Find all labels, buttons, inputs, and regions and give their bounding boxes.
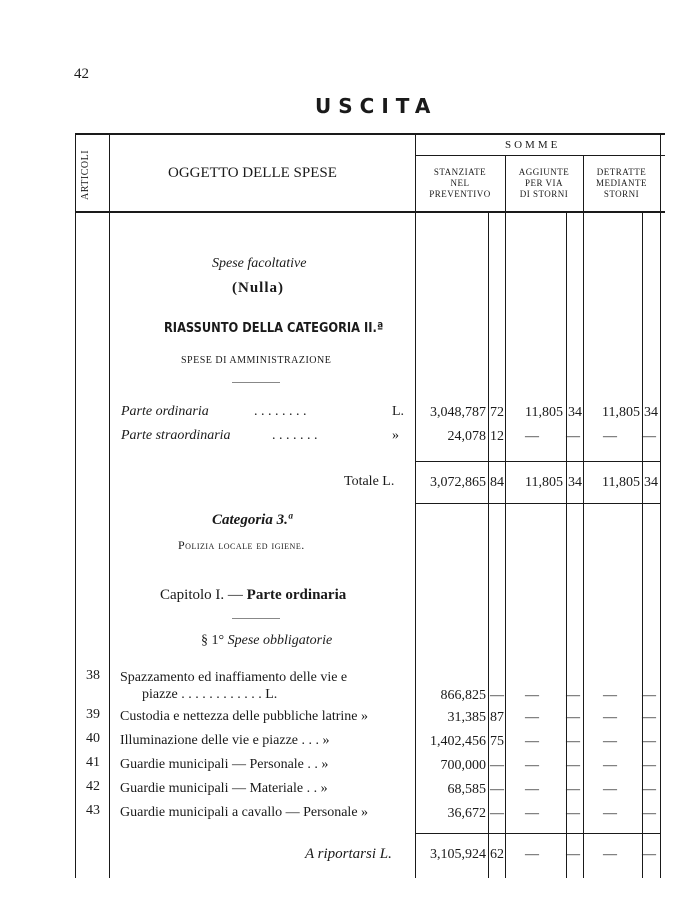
article-detratte-cents: — bbox=[642, 710, 656, 725]
article-aggiunte: — bbox=[525, 806, 539, 821]
article-detratte-cents: — bbox=[642, 688, 656, 703]
article-aggiunte-cents: — bbox=[566, 806, 580, 821]
article-amount: 1,402,456 bbox=[430, 734, 486, 749]
article-cents: 75 bbox=[490, 734, 504, 749]
article-amount: 31,385 bbox=[447, 710, 486, 725]
header-oggetto: OGGETTO DELLE SPESE bbox=[168, 165, 337, 181]
article-detratte: — bbox=[603, 758, 617, 773]
header-col-aggiunte: AGGIUNTE PER VIA DI STORNI bbox=[518, 167, 570, 199]
article-aggiunte: — bbox=[525, 688, 539, 703]
spese-amministrazione: SPESE DI AMMINISTRAZIONE bbox=[181, 355, 332, 366]
nulla-label: (Nulla) bbox=[232, 280, 284, 296]
article-label: Spazzamento ed inaffiamento delle vie e bbox=[120, 670, 348, 685]
header-col-detratte: DETRATTE MEDIANTE STORNI bbox=[596, 167, 647, 199]
article-number: 38 bbox=[86, 668, 100, 683]
spese-facoltative: Spese facoltative bbox=[212, 256, 307, 271]
article-number: 43 bbox=[86, 803, 100, 818]
article-number: 40 bbox=[86, 731, 100, 746]
article-label: Guardie municipali — Materiale . . » bbox=[120, 781, 328, 796]
article-number: 39 bbox=[86, 707, 100, 722]
article-detratte: — bbox=[603, 782, 617, 797]
header-somme: SOMME bbox=[505, 139, 561, 151]
article-aggiunte: — bbox=[525, 758, 539, 773]
header-col-stanziate: STANZIATE NEL PREVENTIVO bbox=[429, 167, 491, 199]
article-detratte-cents: — bbox=[642, 734, 656, 749]
article-aggiunte-cents: — bbox=[566, 710, 580, 725]
article-cents: — bbox=[490, 688, 504, 703]
header-articoli: ARTICOLI bbox=[80, 149, 91, 200]
article-aggiunte-cents: — bbox=[566, 782, 580, 797]
page-number: 42 bbox=[74, 66, 89, 82]
article-cents: — bbox=[490, 806, 504, 821]
article-amount: 68,585 bbox=[447, 782, 486, 797]
riassunto-heading: RIASSUNTO DELLA CATEGORIA II.ª bbox=[164, 321, 384, 336]
article-aggiunte-cents: — bbox=[566, 734, 580, 749]
article-aggiunte: — bbox=[525, 782, 539, 797]
article-detratte: — bbox=[603, 806, 617, 821]
article-cents: — bbox=[490, 782, 504, 797]
article-cents: 87 bbox=[490, 710, 504, 725]
article-aggiunte: — bbox=[525, 710, 539, 725]
article-detratte-cents: — bbox=[642, 758, 656, 773]
article-label: Guardie municipali a cavallo — Personale » bbox=[120, 805, 369, 820]
article-label-cont: piazze . . . . . . . . . . . . L. bbox=[142, 687, 278, 702]
article-aggiunte-cents: — bbox=[566, 758, 580, 773]
article-detratte: — bbox=[603, 710, 617, 725]
article-aggiunte: — bbox=[525, 734, 539, 749]
categoria-subtitle: Polizia locale ed igiene. bbox=[178, 538, 305, 552]
article-label: Custodia e nettezza delle pubbliche latrine » bbox=[120, 709, 369, 724]
article-detratte-cents: — bbox=[642, 806, 656, 821]
categoria-title: Categoria 3.ª bbox=[212, 512, 292, 528]
article-label: Illuminazione delle vie e piazze . . . » bbox=[120, 733, 330, 748]
article-amount: 700,000 bbox=[440, 758, 486, 773]
article-detratte-cents: — bbox=[642, 782, 656, 797]
article-detratte: — bbox=[603, 688, 617, 703]
article-aggiunte-cents: — bbox=[566, 688, 580, 703]
paragrafo-heading: § 1° Spese obbligatorie bbox=[201, 633, 333, 648]
article-number: 41 bbox=[86, 755, 100, 770]
capitolo-heading: Capitolo I. — Parte ordinaria bbox=[160, 587, 347, 603]
article-amount: 866,825 bbox=[440, 688, 486, 703]
article-number: 42 bbox=[86, 779, 100, 794]
page-title: USCITA bbox=[315, 94, 438, 118]
article-label: Guardie municipali — Personale . . » bbox=[120, 757, 329, 772]
article-amount: 36,672 bbox=[447, 806, 486, 821]
article-detratte: — bbox=[603, 734, 617, 749]
article-cents: — bbox=[490, 758, 504, 773]
